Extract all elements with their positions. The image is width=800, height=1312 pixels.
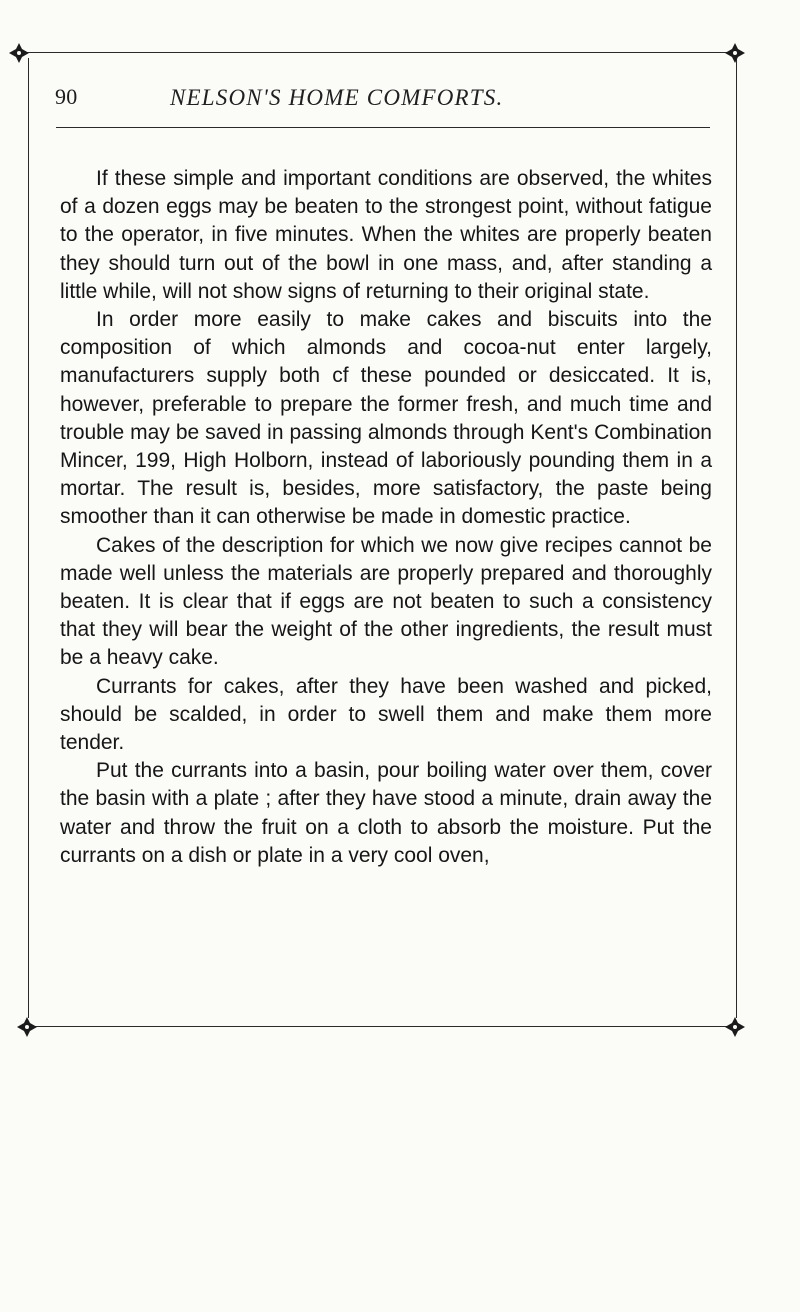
page-number: 90 [55, 84, 78, 109]
paragraph: Put the currants into a basin, pour boiling water over them, cover the basin with a plate ; after they have stood a minute, drain away the water and throw the fruit on a cloth to absorb the moisture. Put the currants on a dish or plate in a very cool oven, [60, 759, 712, 867]
corner-ornament-icon [16, 1016, 38, 1038]
paragraph: If these simple and important conditions are observed, the whites of a dozen eggs may be beaten to the strongest point, without fatigue to the operator, in five minutes. When the whites are properly beaten they should turn out of the bowl in one mass, and, after standing a little while, will not show signs of returning to their original state. [60, 167, 712, 303]
paragraph: In order more easily to make cakes and biscuits into the composition of which almonds and cocoa-nut enter largely, manufacturers supply both cf these pounded or desiccated. It is, however, preferable to prepare the former fresh, and much time and trouble may be saved in passing almonds through Kent's Combination Mincer, 199, High Holborn, instead of laboriously pounding them in a mortar. The result is, besides, more satisfactory, the paste being smoother than it can otherwise be made in domestic practice. [60, 308, 712, 529]
page-body-text [60, 165, 712, 870]
corner-ornament-icon [724, 1016, 746, 1038]
right-border-rule [736, 58, 737, 1018]
left-border-rule [28, 58, 29, 1018]
corner-ornament-icon [724, 42, 746, 64]
header-rule [56, 127, 710, 128]
bottom-border-rule [28, 1026, 732, 1027]
top-border-rule [20, 52, 732, 53]
corner-ornament-icon [8, 42, 30, 64]
paragraph: Currants for cakes, after they have been washed and picked, should be scalded, in order to swell them and make them more tender. [60, 674, 712, 755]
paragraph: Cakes of the description for which we now give recipes cannot be made well unless the materials are properly prepared and thoroughly beaten. It is clear that if eggs are not beaten to such a consistency that they will bear the weight of the other ingredients, the result must be a heavy cake. [60, 533, 712, 670]
running-title: NELSON'S HOME COMFORTS. [170, 85, 504, 110]
